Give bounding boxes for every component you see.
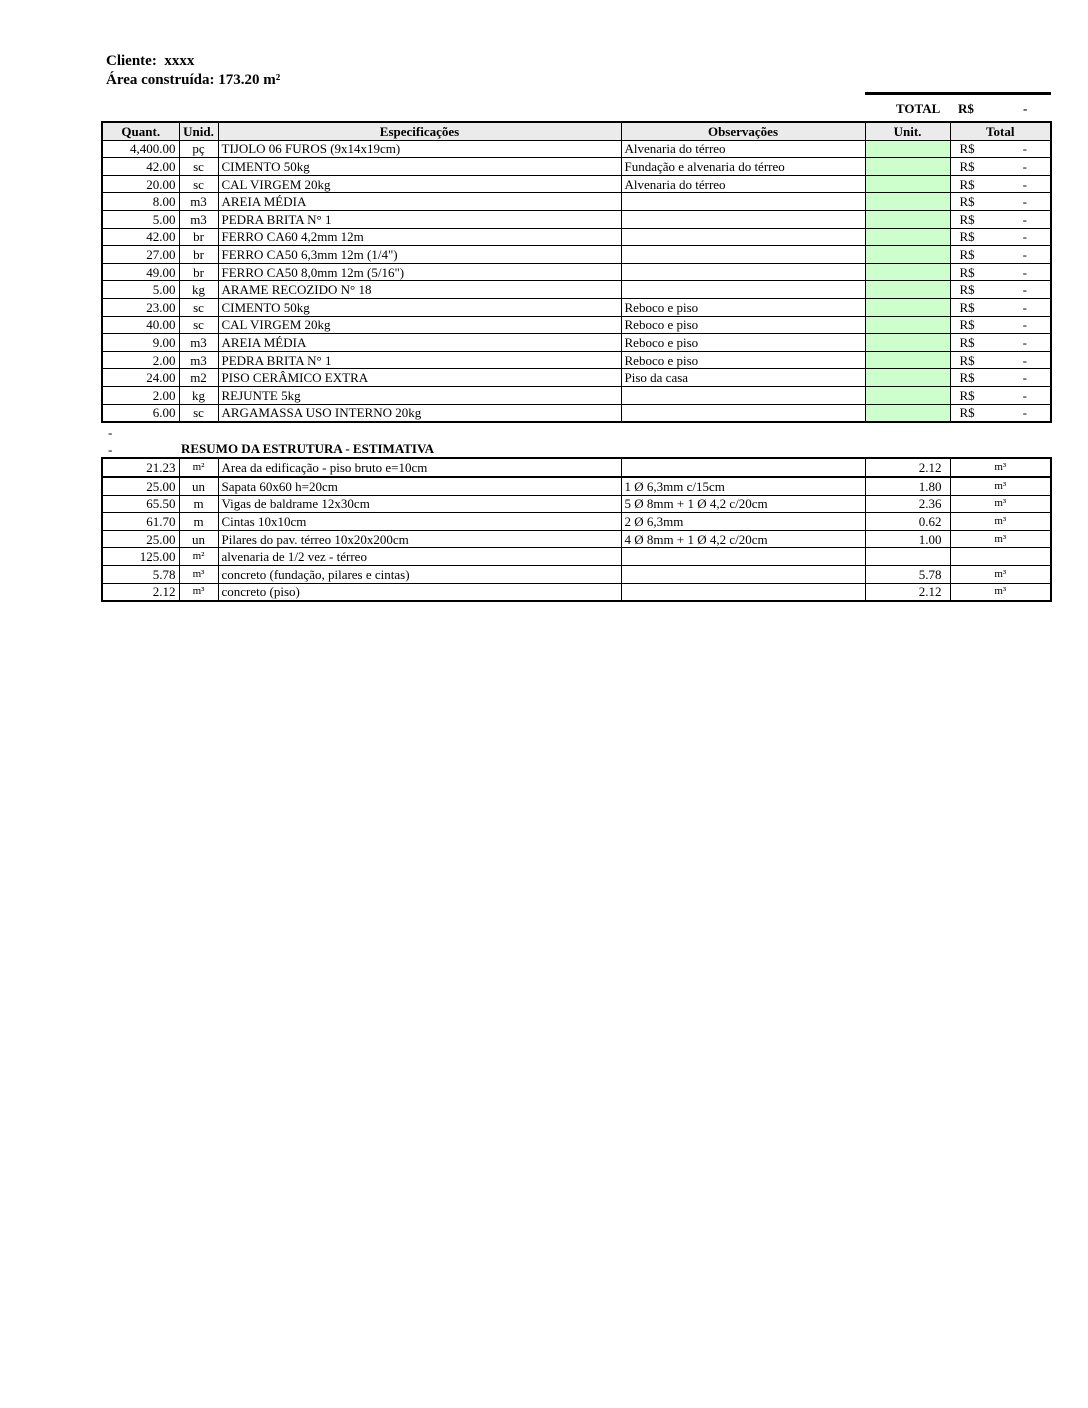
obs-cell bbox=[621, 458, 865, 477]
unit-cell: m3 bbox=[179, 193, 218, 211]
currency-label: R$ bbox=[959, 176, 975, 192]
value-cell: 1.80 bbox=[865, 477, 950, 495]
table-row bbox=[102, 210, 1051, 228]
unit-price-cell[interactable] bbox=[865, 351, 950, 369]
spec-cell: FERRO CA50 6,3mm 12m (1/4") bbox=[218, 246, 621, 264]
currency-label: R$ bbox=[959, 317, 975, 333]
total-value: - bbox=[1022, 405, 1027, 421]
spec-cell: FERRO CA60 4,2mm 12m bbox=[218, 228, 621, 246]
table-row bbox=[102, 495, 1051, 513]
unit-price-cell[interactable] bbox=[865, 246, 950, 264]
unit-price-cell[interactable] bbox=[865, 175, 950, 193]
total-cell bbox=[950, 246, 1051, 264]
value-unit-cell: m³ bbox=[950, 458, 1051, 477]
spec-cell: CAL VIRGEM 20kg bbox=[218, 316, 621, 334]
unit-price-cell[interactable] bbox=[865, 140, 950, 158]
unit-price-cell[interactable] bbox=[865, 210, 950, 228]
unit-cell: m³ bbox=[179, 565, 218, 583]
spec-cell: Sapata 60x60 h=20cm bbox=[218, 477, 621, 495]
obs-cell bbox=[621, 565, 865, 583]
client-value: xxxx bbox=[164, 53, 195, 69]
unit-price-cell[interactable] bbox=[865, 404, 950, 422]
value-unit-cell: m³ bbox=[950, 530, 1051, 548]
obs-cell: Reboco e piso bbox=[621, 334, 865, 352]
obs-cell bbox=[621, 210, 865, 228]
total-value: - bbox=[1022, 246, 1027, 262]
col-header-quant: Quant. bbox=[102, 122, 179, 140]
qty-cell: 2.00 bbox=[102, 386, 179, 404]
obs-cell bbox=[621, 583, 865, 601]
obs-cell: 4 Ø 8mm + 1 Ø 4,2 c/20cm bbox=[621, 530, 865, 548]
obs-cell bbox=[621, 228, 865, 246]
currency-label: R$ bbox=[959, 264, 975, 280]
value-cell bbox=[865, 548, 950, 566]
total-value: - bbox=[1022, 334, 1027, 350]
unit-cell: sc bbox=[179, 316, 218, 334]
unit-cell: sc bbox=[179, 298, 218, 316]
value-cell: 2.36 bbox=[865, 495, 950, 513]
col-header-unid: Unid. bbox=[179, 122, 218, 140]
spec-cell: TIJOLO 06 FUROS (9x14x19cm) bbox=[218, 140, 621, 158]
obs-cell bbox=[621, 548, 865, 566]
value-cell: 0.62 bbox=[865, 513, 950, 531]
value-unit-cell: m³ bbox=[950, 565, 1051, 583]
qty-cell: 65.50 bbox=[102, 495, 179, 513]
qty-cell: 2.12 bbox=[102, 583, 179, 601]
spec-cell: PEDRA BRITA N° 1 bbox=[218, 210, 621, 228]
table-row bbox=[102, 565, 1051, 583]
qty-cell: 40.00 bbox=[102, 316, 179, 334]
table-row bbox=[102, 458, 1051, 477]
total-value: - bbox=[1022, 352, 1027, 368]
total-value: - bbox=[1022, 299, 1027, 315]
unit-cell: sc bbox=[179, 175, 218, 193]
spec-cell: Area da edificação - piso bruto e=10cm bbox=[218, 458, 621, 477]
resumo-table bbox=[101, 476, 1052, 602]
obs-cell: Alvenaria do térreo bbox=[621, 175, 865, 193]
value-unit-cell: m³ bbox=[950, 477, 1051, 495]
obs-cell: 5 Ø 8mm + 1 Ø 4,2 c/20cm bbox=[621, 495, 865, 513]
currency-label: R$ bbox=[959, 229, 975, 245]
spec-cell: CIMENTO 50kg bbox=[218, 158, 621, 176]
qty-cell: 23.00 bbox=[102, 298, 179, 316]
table-row bbox=[102, 351, 1051, 369]
table-row bbox=[102, 281, 1051, 299]
spec-cell: PEDRA BRITA N° 1 bbox=[218, 351, 621, 369]
total-value: - bbox=[1022, 282, 1027, 298]
unit-cell: br bbox=[179, 228, 218, 246]
total-cell bbox=[950, 210, 1051, 228]
spec-cell: REJUNTE 5kg bbox=[218, 386, 621, 404]
spec-cell: Cintas 10x10cm bbox=[218, 513, 621, 531]
total-value: - bbox=[1022, 176, 1027, 192]
spec-cell: FERRO CA50 8,0mm 12m (5/16") bbox=[218, 263, 621, 281]
currency-label: R$ bbox=[959, 194, 975, 210]
currency-label: R$ bbox=[959, 370, 975, 386]
currency-label: R$ bbox=[959, 158, 975, 174]
obs-cell: Alvenaria do térreo bbox=[621, 140, 865, 158]
total-currency: R$ bbox=[958, 101, 974, 116]
dash-note: - bbox=[108, 425, 113, 440]
area-value: 173.20 m² bbox=[218, 72, 281, 88]
obs-cell bbox=[621, 281, 865, 299]
qty-cell: 4,400.00 bbox=[102, 140, 179, 158]
unit-price-cell[interactable] bbox=[865, 298, 950, 316]
currency-label: R$ bbox=[959, 141, 975, 157]
spec-cell: AREIA MÉDIA bbox=[218, 193, 621, 211]
qty-cell: 5.00 bbox=[102, 281, 179, 299]
currency-label: R$ bbox=[959, 299, 975, 315]
materials-header-row bbox=[102, 122, 1051, 140]
value-unit-cell: m³ bbox=[950, 513, 1051, 531]
total-value: - bbox=[1022, 317, 1027, 333]
total-value: - bbox=[1023, 101, 1028, 116]
client-label: Cliente: bbox=[106, 53, 157, 69]
currency-label: R$ bbox=[959, 246, 975, 262]
total-cell bbox=[950, 263, 1051, 281]
obs-cell: Fundação e alvenaria do térreo bbox=[621, 158, 865, 176]
qty-cell: 5.78 bbox=[102, 565, 179, 583]
total-label: TOTAL bbox=[896, 101, 941, 116]
spec-cell: AREIA MÉDIA bbox=[218, 334, 621, 352]
unit-cell: kg bbox=[179, 386, 218, 404]
dash-note: - bbox=[108, 442, 113, 457]
spec-cell: CIMENTO 50kg bbox=[218, 298, 621, 316]
qty-cell: 9.00 bbox=[102, 334, 179, 352]
unit-cell: m³ bbox=[179, 583, 218, 601]
total-cell bbox=[950, 158, 1051, 176]
total-cell bbox=[950, 351, 1051, 369]
unit-cell: pç bbox=[179, 140, 218, 158]
spec-cell: concreto (fundação, pilares e cintas) bbox=[218, 565, 621, 583]
table-row bbox=[102, 548, 1051, 566]
unit-cell: m2 bbox=[179, 369, 218, 387]
unit-price-cell[interactable] bbox=[865, 193, 950, 211]
table-row bbox=[102, 334, 1051, 352]
qty-cell: 8.00 bbox=[102, 193, 179, 211]
unit-price-cell[interactable] bbox=[865, 228, 950, 246]
materials-table bbox=[101, 121, 1052, 423]
obs-cell: Reboco e piso bbox=[621, 316, 865, 334]
table-row bbox=[102, 404, 1051, 422]
table-row bbox=[102, 386, 1051, 404]
table-row bbox=[102, 140, 1051, 158]
obs-cell bbox=[621, 386, 865, 404]
qty-cell: 27.00 bbox=[102, 246, 179, 264]
table-row bbox=[102, 246, 1051, 264]
unit-cell: un bbox=[179, 477, 218, 495]
total-value: - bbox=[1022, 141, 1027, 157]
table-row bbox=[102, 193, 1051, 211]
table-row bbox=[102, 175, 1051, 193]
currency-label: R$ bbox=[959, 211, 975, 227]
spec-cell: concreto (piso) bbox=[218, 583, 621, 601]
table-row bbox=[102, 158, 1051, 176]
value-unit-cell bbox=[950, 548, 1051, 566]
col-header-especificacoes: Especificações bbox=[218, 122, 621, 140]
unit-cell: kg bbox=[179, 281, 218, 299]
unit-price-cell[interactable] bbox=[865, 386, 950, 404]
spec-cell: ARGAMASSA USO INTERNO 20kg bbox=[218, 404, 621, 422]
total-cell bbox=[950, 334, 1051, 352]
qty-cell: 5.00 bbox=[102, 210, 179, 228]
col-header-total: Total bbox=[950, 122, 1051, 140]
value-cell: 2.12 bbox=[865, 583, 950, 601]
obs-cell bbox=[621, 404, 865, 422]
obs-cell: Piso da casa bbox=[621, 369, 865, 387]
table-row bbox=[102, 513, 1051, 531]
area-line bbox=[106, 71, 280, 90]
total-cell bbox=[950, 140, 1051, 158]
value-unit-cell: m³ bbox=[950, 583, 1051, 601]
table-row bbox=[102, 477, 1051, 495]
total-value: - bbox=[1022, 211, 1027, 227]
unit-cell: m3 bbox=[179, 210, 218, 228]
unit-cell: sc bbox=[179, 158, 218, 176]
table-row bbox=[102, 583, 1051, 601]
unit-cell: m² bbox=[179, 458, 218, 477]
total-cell bbox=[950, 298, 1051, 316]
qty-cell: 42.00 bbox=[102, 158, 179, 176]
qty-cell: 6.00 bbox=[102, 404, 179, 422]
total-cell bbox=[950, 386, 1051, 404]
currency-label: R$ bbox=[959, 387, 975, 403]
total-divider bbox=[865, 92, 1051, 95]
total-value: - bbox=[1022, 229, 1027, 245]
obs-cell: 1 Ø 6,3mm c/15cm bbox=[621, 477, 865, 495]
client-line bbox=[106, 52, 280, 71]
unit-cell: sc bbox=[179, 404, 218, 422]
qty-cell: 61.70 bbox=[102, 513, 179, 531]
spec-cell: Vigas de baldrame 12x30cm bbox=[218, 495, 621, 513]
currency-label: R$ bbox=[959, 352, 975, 368]
qty-cell: 2.00 bbox=[102, 351, 179, 369]
table-row bbox=[102, 228, 1051, 246]
qty-cell: 24.00 bbox=[102, 369, 179, 387]
total-cell bbox=[950, 369, 1051, 387]
obs-cell bbox=[621, 263, 865, 281]
total-value: - bbox=[1022, 194, 1027, 210]
total-cell bbox=[950, 316, 1051, 334]
qty-cell: 25.00 bbox=[102, 530, 179, 548]
qty-cell: 42.00 bbox=[102, 228, 179, 246]
unit-price-cell[interactable] bbox=[865, 281, 950, 299]
table-row bbox=[102, 298, 1051, 316]
unit-cell: br bbox=[179, 246, 218, 264]
table-row bbox=[102, 369, 1051, 387]
col-header-observacoes: Observações bbox=[621, 122, 865, 140]
spec-cell: alvenaria de 1/2 vez - térreo bbox=[218, 548, 621, 566]
unit-cell: m3 bbox=[179, 334, 218, 352]
obs-cell: 2 Ø 6,3mm bbox=[621, 513, 865, 531]
table-row bbox=[102, 530, 1051, 548]
qty-cell: 21.23 bbox=[102, 458, 179, 477]
value-unit-cell: m³ bbox=[950, 495, 1051, 513]
unit-cell: m bbox=[179, 495, 218, 513]
currency-label: R$ bbox=[959, 405, 975, 421]
value-cell: 2.12 bbox=[865, 458, 950, 477]
value-cell: 5.78 bbox=[865, 565, 950, 583]
qty-cell: 25.00 bbox=[102, 477, 179, 495]
unit-price-cell[interactable] bbox=[865, 158, 950, 176]
qty-cell: 125.00 bbox=[102, 548, 179, 566]
total-cell bbox=[950, 193, 1051, 211]
unit-price-cell[interactable] bbox=[865, 263, 950, 281]
unit-cell: un bbox=[179, 530, 218, 548]
obs-cell: Reboco e piso bbox=[621, 351, 865, 369]
unit-price-cell[interactable] bbox=[865, 369, 950, 387]
unit-cell: br bbox=[179, 263, 218, 281]
table-row bbox=[102, 263, 1051, 281]
currency-label: R$ bbox=[959, 334, 975, 350]
resumo-title: RESUMO DA ESTRUTURA - ESTIMATIVA bbox=[181, 441, 435, 456]
unit-cell: m bbox=[179, 513, 218, 531]
total-value: - bbox=[1022, 387, 1027, 403]
grand-total bbox=[865, 100, 1051, 117]
area-label: Área construída: bbox=[106, 72, 215, 88]
spec-cell: CAL VIRGEM 20kg bbox=[218, 175, 621, 193]
value-cell: 1.00 bbox=[865, 530, 950, 548]
total-cell bbox=[950, 228, 1051, 246]
unit-cell: m² bbox=[179, 548, 218, 566]
obs-cell bbox=[621, 193, 865, 211]
total-value: - bbox=[1022, 370, 1027, 386]
total-value: - bbox=[1022, 158, 1027, 174]
currency-label: R$ bbox=[959, 282, 975, 298]
unit-cell: m3 bbox=[179, 351, 218, 369]
spec-cell: PISO CERÂMICO EXTRA bbox=[218, 369, 621, 387]
spec-cell: Pilares do pav. térreo 10x20x200cm bbox=[218, 530, 621, 548]
unit-price-cell[interactable] bbox=[865, 316, 950, 334]
total-cell bbox=[950, 281, 1051, 299]
qty-cell: 49.00 bbox=[102, 263, 179, 281]
document-header bbox=[106, 52, 280, 90]
obs-cell bbox=[621, 246, 865, 264]
total-cell bbox=[950, 175, 1051, 193]
unit-price-cell[interactable] bbox=[865, 334, 950, 352]
table-row bbox=[102, 316, 1051, 334]
col-header-unit: Unit. bbox=[865, 122, 950, 140]
qty-cell: 20.00 bbox=[102, 175, 179, 193]
total-cell bbox=[950, 404, 1051, 422]
total-value: - bbox=[1022, 264, 1027, 280]
resumo-area-table bbox=[101, 457, 1052, 478]
obs-cell: Reboco e piso bbox=[621, 298, 865, 316]
spec-cell: ARAME RECOZIDO N° 18 bbox=[218, 281, 621, 299]
